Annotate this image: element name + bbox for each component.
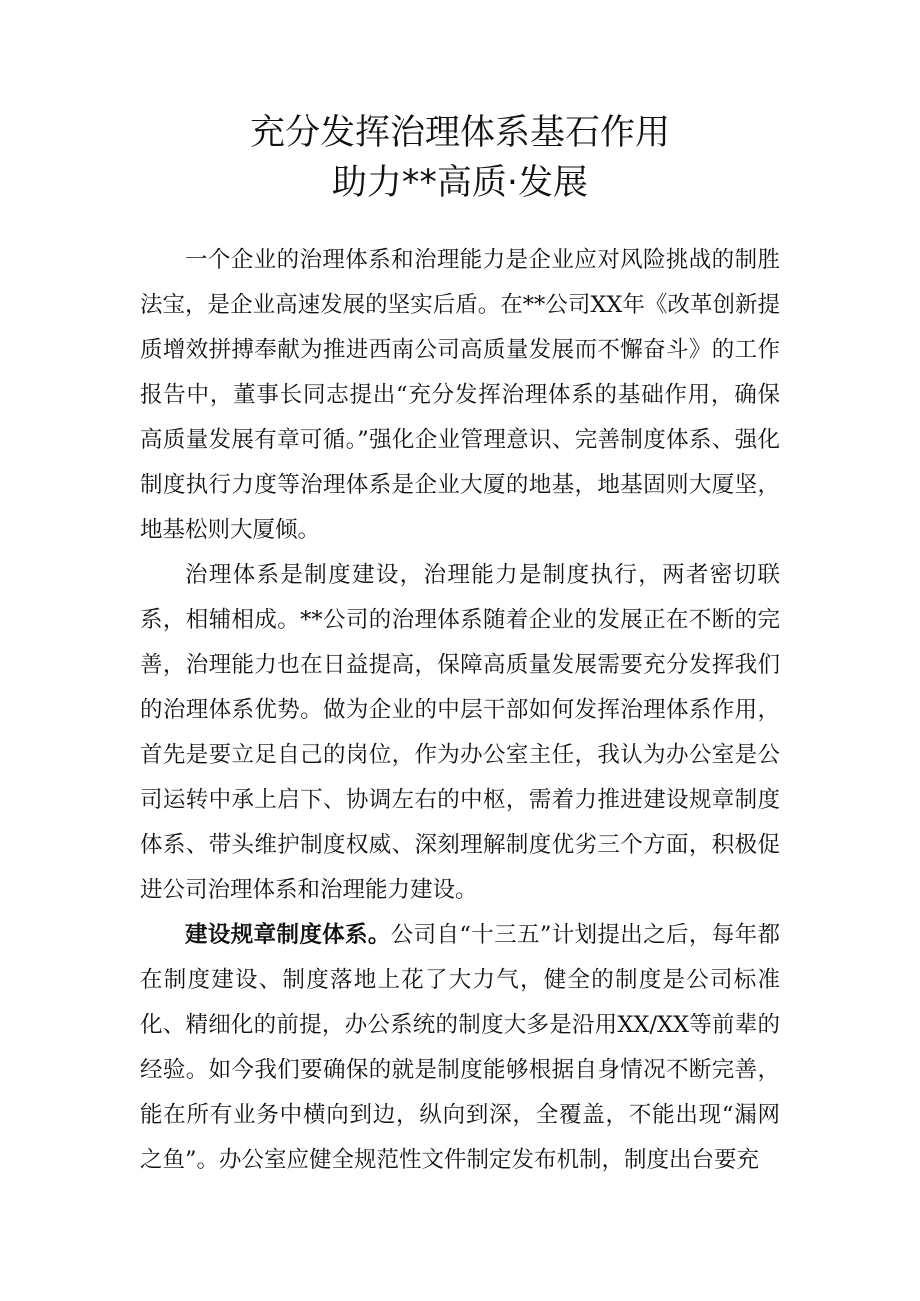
paragraph-3: [140, 913, 780, 1183]
paragraph-3-heading: 建设规章制度体系。: [185, 922, 391, 948]
paragraph-2: 治理体系是制度建设，治理能力是制度执行，两者密切联系，相辅相成。**公司的治理体系随着企业的发展正在不断的完善，治理能力也在日益提高，保障高质量发展需要充分发挥我们的治理体系优势。做为企业的中层干部如何发挥治理体系作用，首先是要立足自己的岗位，作为办公室主任，我认为办公室是公司运转中承上启下、协调左右的中枢，需着力推进建设规章制度体系、带头维护制度权威、深刻理解制度优劣三个方面，积极促进公司治理体系和治理能力建设。: [140, 562, 780, 903]
document-title-line-1: 充分发挥治理体系基石作用: [249, 113, 670, 153]
paragraph-3-body: 公司自“十三五”计划提出之后，每年都在制度建设、制度落地上花了大力气，健全的制度是公司标准化、精细化的前提，办公系统的制度大多是沿用XX/XX等前辈的经验。如今我们要确保的就是制度能够根据自身情况不断完善，能在所有业务中横向到边，纵向到深，全覆盖，不能出现“漏网之鱼”。办公室应健全规范性文件制定发布机制，制度出台要充: [140, 922, 780, 1173]
paragraph-1: 一个企业的治理体系和治理能力是企业应对风险挑战的制胜法宝，是企业高速发展的坚实后盾。在**公司XX年《改革创新提质增效拼搏奉献为推进西南公司高质量发展而不懈奋斗》的工作报告中，董事长同志提出“充分发挥治理体系的基础作用，确保高质量发展有章可循。”强化企业管理意识、完善制度体系、强化制度执行力度等治理体系是企业大厦的地基，地基固则大厦坚，地基松则大厦倾。: [140, 247, 780, 543]
document-title-line-2: 助力**高质·发展: [331, 163, 589, 203]
